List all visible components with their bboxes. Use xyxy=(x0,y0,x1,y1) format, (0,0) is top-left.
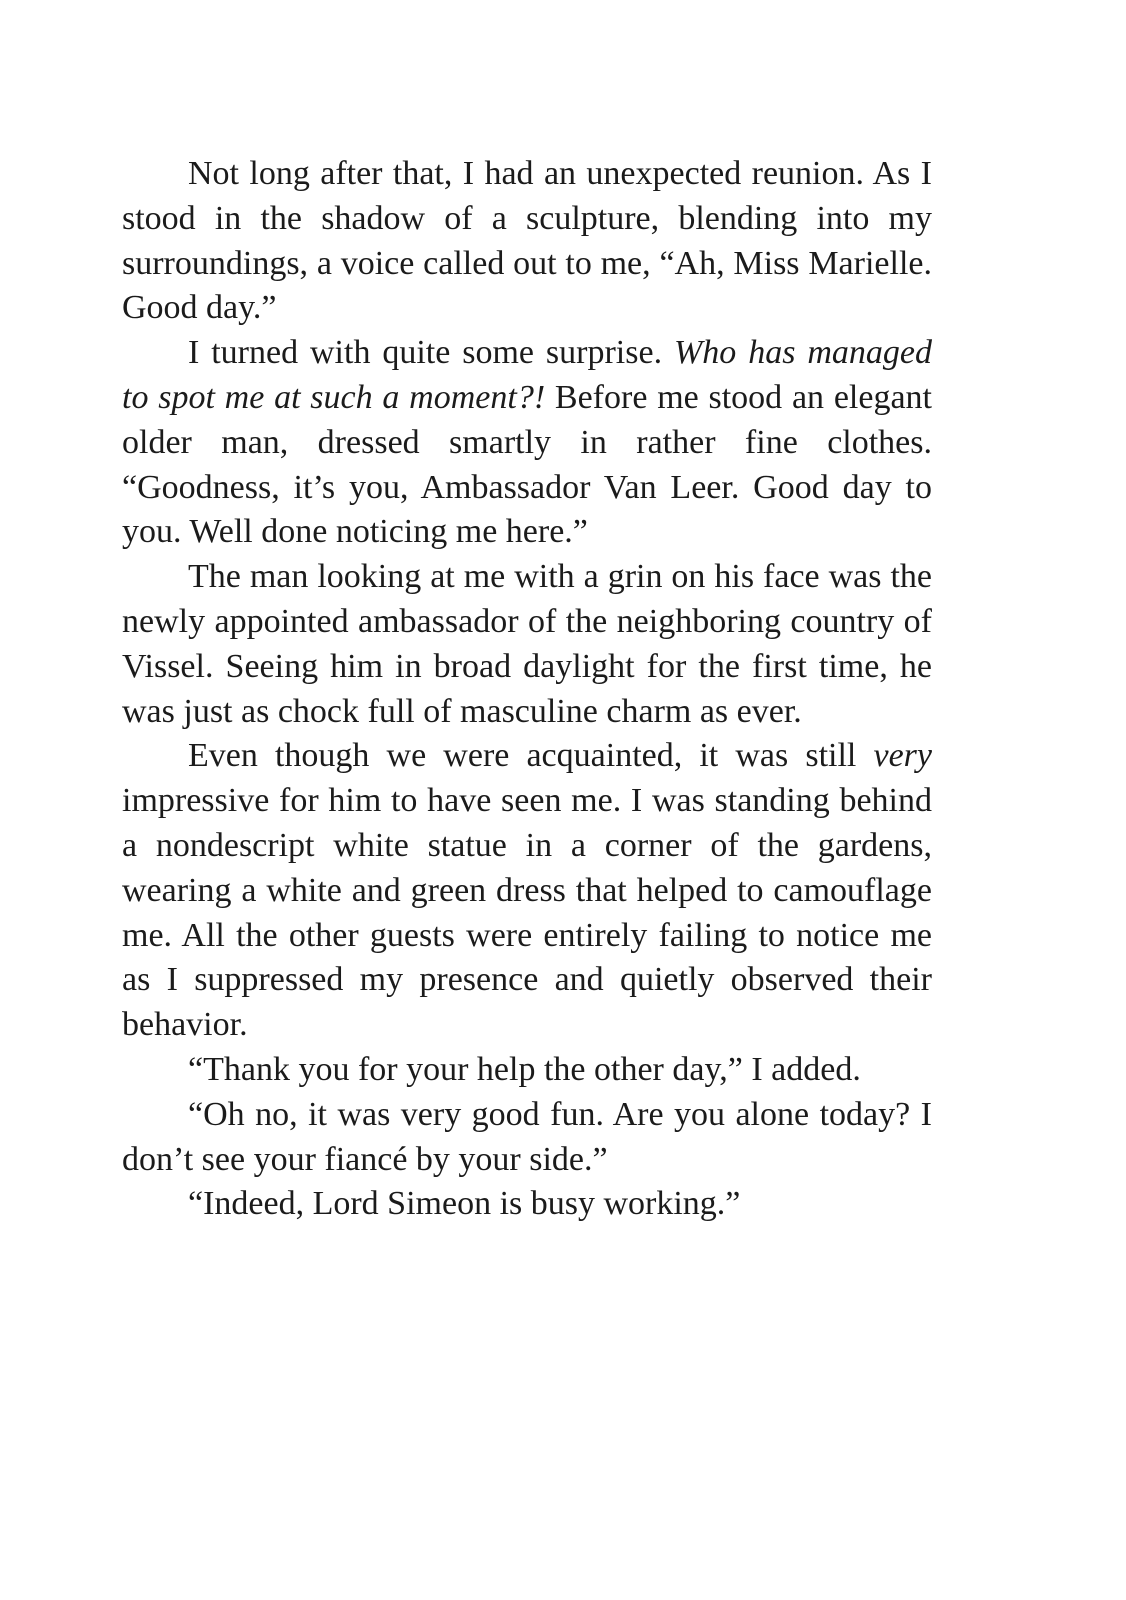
text-run: “Oh no, it was very good fun. Are you alone today? I don’t see your fiancé by your side.” xyxy=(122,1095,932,1178)
italic-thought: Who has managed to spot me at such a moment?! xyxy=(122,334,932,416)
body-text xyxy=(122,152,932,1227)
paragraph xyxy=(122,1048,932,1093)
text-run: “Thank you for your help the other day,” I added. xyxy=(188,1050,861,1088)
text-run: Not long after that, I had an unexpected reunion. As I stood in the shadow of a sculpture, blending into my surroundings, a voice called out to me, “Ah, Miss Marielle. Good day.” xyxy=(122,155,932,327)
paragraph xyxy=(122,734,932,1048)
text-run: Before me stood an elegant older man, dressed smartly in rather fine clothes. “Goodness, it’s you, Ambassador Van Leer. Good day to you. Well done noticing me here.” xyxy=(122,378,932,551)
text-run: The man looking at me with a grin on his face was the newly appointed ambassador of the neighboring country of Vissel. Seeing him in broad daylight for the first time, he was just as chock full of masculine charm as ever. xyxy=(122,558,932,730)
text-run: impressive for him to have seen me. I was standing behind a nondescript white statue in a corner of the gardens, wearing a white and green dress that helped to camouflage me. All the other guests were entirely failing to notice me as I suppressed my presence and quietly observed their behavior. xyxy=(122,782,932,1044)
paragraph xyxy=(122,152,932,331)
paragraph xyxy=(122,1182,932,1227)
text-run: I turned with quite some surprise. xyxy=(188,334,674,372)
paragraph xyxy=(122,1093,932,1183)
italic-emphasis: very xyxy=(873,737,932,775)
paragraph xyxy=(122,331,932,555)
text-run: “Indeed, Lord Simeon is busy working.” xyxy=(188,1185,741,1223)
paragraph xyxy=(122,555,932,734)
text-run: Even though we were acquainted, it was still xyxy=(188,737,874,775)
